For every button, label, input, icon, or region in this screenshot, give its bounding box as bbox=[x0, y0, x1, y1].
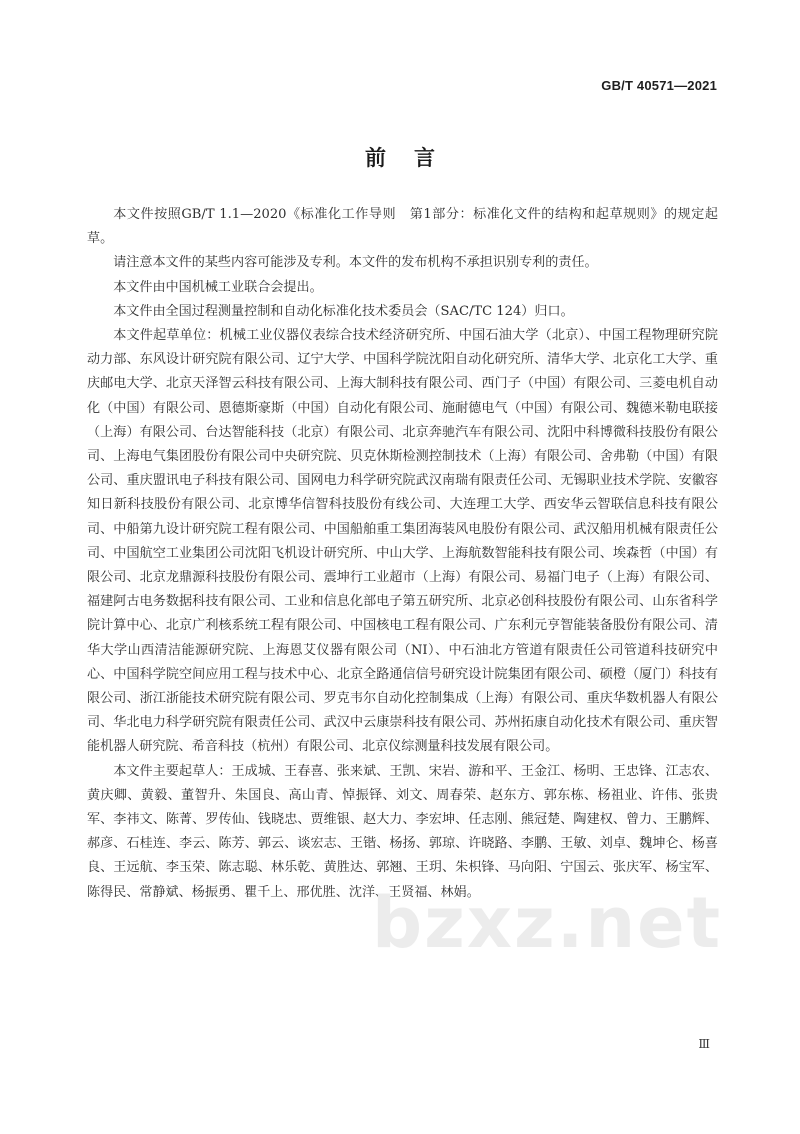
foreword-body bbox=[87, 203, 718, 905]
paragraph-main-drafters: 本文件主要起草人：王成城、王春喜、张来斌、王凯、宋岩、游和平、王金江、杨明、王忠锋、江志农、黄庆卿、黄毅、董智升、朱国良、高山青、悼振铎、刘文、周春荣、赵东方、郭东栋、杨祖业、许伟、张贵军、李祎文、陈菁、罗传仙、钱晓忠、贾维银、赵大力、李宏坤、任志刚、熊冠楚、陶建权、曾力、王鹏辉、郝彦、石桂连、李云、陈芳、郭云、谈宏志、王锴、杨扬、郭琼、许晓路、李鹏、王敏、刘卓、魏坤仑、杨喜良、王远航、李玉荣、陈志聪、林乐乾、黄胜达、郭翘、王玥、朱枳锋、马向阳、宁国云、张庆军、杨宝军、陈得民、常静斌、杨振勇、瞿千上、邢优胜、沈洋、王贤福、林娟。 bbox=[87, 763, 718, 900]
paragraph-patent-notice: 请注意本文件的某些内容可能涉及专利。本文件的发布机构不承担识别专利的责任。 bbox=[113, 255, 598, 271]
paragraph-drafting-units: 本文件起草单位：机械工业仪器仪表综合技术经济研究所、中国石油大学（北京）、中国工程物理研究院动力部、东风设计研究院有限公司、辽宁大学、中国科学院沈阳自动化研究所、清华大学、北京化工大学、重庆邮电大学、北京天泽智云科技有限公司、上海大制科技有限公司、西门子（中国）有限公司、三菱电机自动化（中国）有限公司、恩德斯豪斯（中国）自动化有限公司、施耐德电气（中国）有限公司、魏德米勒电联接（上海）有限公司、台达智能科技（北京）有限公司、北京奔驰汽车有限公司、沈阳中科博微科技股份有限公司、上海电气集团股份有限公司中央研究院、贝克休斯检测控制技术（上海）有限公司、舍弗勒（中国）有限公司、重庆盟讯电子科技有限公司、国网电力科学研究院武汉南瑞有限责任公司、无锡职业技术学院、安徽容知日新科技股份有限公司、北京博华信智科技股份有线公司、大连理工大学、西安华云智联信息科技有限公司、中船第九设计研究院工程有限公司、中国船舶重工集团海装风电股份有限公司、武汉船用机械有限责任公司、中国航空工业集团公司沈阳飞机设计研究所、中山大学、上海航数智能科技有限公司、埃森哲（中国）有限公司、北京龙鼎源科技股份有限公司、震坤行工业超市（上海）有限公司、易福门电子（上海）有限公司、福建阿古电务数据科技有限公司、工业和信息化部电子第五研究所、北京必创科技股份有限公司、山东省科学院计算中心、北京广利核系统工程有限公司、中国核电工程有限公司、广东利元亨智能装备股份有限公司、清华大学山西清洁能源研究院、上海恩艾仪器有限公司（NI）、中石油北方管道有限责任公司管道科技研究中心、中国科学院空间应用工程与技术中心、北京全路通信信号研究设计院集团有限公司、硕橙（厦门）科技有限公司、浙江浙能技术研究院有限公司、罗克韦尔自动化控制集成（上海）有限公司、重庆华数机器人有限公司、华北电力科学研究院有限责任公司、武汉中云康崇科技有限公司、苏州拓康自动化技术有限公司、重庆智能机器人研究院、希音科技（杭州）有限公司、北京仪综测量科技发展有限公司。 bbox=[87, 328, 718, 755]
paragraph-drafting-rules: 本文件按照GB/T 1.1—2020《标准化工作导则 第1部分：标准化文件的结构和起草规则》的规定起草。 bbox=[87, 207, 718, 247]
page-title: 前言 bbox=[365, 146, 463, 170]
paragraph-committee: 本文件由全国过程测量控制和自动化标准化技术委员会（SAC/TC 124）归口。 bbox=[113, 303, 574, 319]
watermark: bzxz.net bbox=[372, 882, 723, 964]
document-code: GB/T 40571—2021 bbox=[601, 78, 717, 93]
page-number: Ⅲ bbox=[698, 1037, 710, 1051]
paragraph-proposer: 本文件由中国机械工业联合会提出。 bbox=[113, 279, 323, 295]
